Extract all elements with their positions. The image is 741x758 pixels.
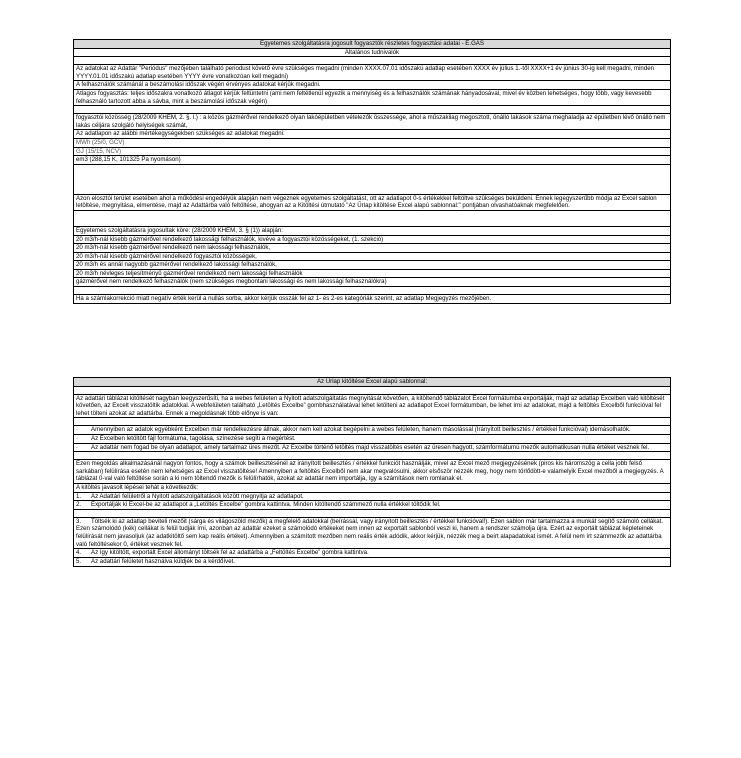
step-text: Töltsék ki az adatlap beviteli mezőit (sárga és világoszöld mezők) a megfelelő adatokkal (beírással, vagy irányított beillesztés / értékkel funkcióval!). Ezen sablon már tartalmazza a munkát segítő számoló cellákat. Ezen számolódó (kék) cellákat is felül tudják írni, azonban az adattár ezeket a számolódó értékeket nem innen az exportált sablonból veszi ki, hanem a rendszer számolja újra. Ezért az exportált táblázat képleteinek felülírását nem javasoljuk (az adatkitöltő sem kap reális értéket). Amennyiben a számított mezőben nem reális érték adódik, akkor kérjük, nézzék meg a beírt alapadatokat ismét. A felül nem írt számmezők az adattárba való feltöltésekor 0, értéket vesznek fel. — [76, 517, 664, 548]
advantage-text: Az adattár nem fogad be olyan adatlapot, amely tartalmaz üres mezőt. Az Excelbe történő letöltés majd visszatöltés esetén az üresen hagyott, számformátumú mezők automatikusan nulla értéket vesznek fel. — [91, 443, 650, 451]
excel-section-title: Az Űrlap kitöltése Excel alapú sablonnal: — [74, 378, 670, 387]
step-number: 2. — [76, 501, 82, 509]
spacer-row — [74, 452, 670, 460]
advantage-item — [74, 444, 670, 453]
zero-values-note: Azon elosztói terület esetében ahol a működési engedélyük alapján nem végeznek egyetemes szolgáltatást, ott az adatlapot 0-s értékekkel feltöltve szükséges beküldeni. Ennek legegyszerűbb módja az Excel sablon letöltése, megnyitása, elmentése, majd az Adattárba való feltöltése, ahogyan az a Kitöltési útmutató "Az Űrlap kitöltése Excel alapú sablonnal:" pontjában olvashatóaknak megfelelően. — [74, 195, 670, 211]
unit-mwh: MWh (25/0, GCV) — [74, 139, 670, 148]
scope-item: 20 m3/h-nál kisebb gázmérővel rendelkező fogyasztói közösségek, — [74, 253, 670, 262]
step-text: Az így kitöltött, exportált Excel állományt töltsék fel az adattárba a „Feltöltés Excelbe” gombra kattintva. — [91, 549, 369, 557]
bullet-mark: · — [76, 434, 79, 442]
scope-item: 20 m3/h és annál nagyobb gázmérővel rendelkező lakossági felhasználók, — [74, 261, 670, 270]
scope-item: 20 m3/h-nál kisebb gázmérővel rendelkező nem lakossági felhasználók, — [74, 244, 670, 253]
step-item — [74, 558, 670, 566]
user-count-note: A felhasználók számánál a beszámolási időszak végén érvényes adatokat kérjük megadni. — [74, 81, 670, 90]
advantage-text: Amennyiben az adatok egyébként Excelben már rendelkezésre állnak, akkor nem kell azokat begépelni a webes felületen, hanem másolással (Irányított beillesztés / értékkel funkcióval) idemásolhatók. — [91, 426, 631, 434]
step-number: 1. — [76, 492, 82, 500]
step-item — [74, 493, 670, 502]
advantage-item — [74, 426, 670, 435]
scope-item: 20 m3/h-nál kisebb gázmérővel rendelkező lakossági felhasználók, kivéve a fogyasztói közösségeket, (1. szekció) — [74, 236, 670, 245]
step-text: Exportálják ki Excel-be az adatlapot a „Letöltés Excelbe” gombra kattintva. Minden kitöltendő számmező nulla értékkel töltődik fel. — [91, 501, 441, 509]
scope-intro: Egyetemes szolgáltatásra jogosultak köre: (28/2009 KHEM, 3. § (1)) alapján: — [74, 227, 670, 236]
excel-intro: Az adattári táblázat kitöltését nagyban leegyszerűsíti, ha a webes felületen a Nyitott adatszolgáltatás megnyitását követően, a kitöltendő táblázatot Excel formátumba exportálják, majd az adatlap Excelben való kitöltését követően, az Excelt visszatöltik adatokkal. A webfelületen található „Letöltés Excelbe” gombhasználatával lehet letölteni az adatlapot Excel formátumban, be lehet írni az adatokat, majd a feltöltés Excelből funkcióval fel lehet tölteni azokat az adattárba. Ennek a megoldásnak több előnye is van: — [74, 395, 670, 419]
spacer-row — [74, 418, 670, 426]
step-number: 5. — [76, 557, 82, 565]
important-note: Ezen megoldás alkalmazásánál nagyon fontos, hogy a számok beillesztésénél az irányított beillesztés / értékkel funkciót használják, mivel az Excel mező megjegyzésének (piros kis háromszög a cella jobb felső sarkában) felülírása esetén nem lehetséges az Excel visszatöltése! Amennyiben a feltöltés Excelből nem akar megvalósulni, akkor elsőször nézzék meg, hogy nem törlődött-e valamelyik Excel mezőből a megjegyzés. A táblázat 0-val való feltöltése során a ki nem töltendő mezők is felülírhatók, azokat az adattár nem importálja, így a számítások nem romlanak el. — [74, 460, 670, 484]
excel-template-table — [73, 377, 671, 567]
consumer-community-note: fogyasztói közösség (28/2009 KHEM, 2. §. l.) : a közös gázmérővel rendelkező olyan lakóépületben vételezők összessége, ahol a műszakilag megosztott, önálló lakások száma meghaladja az épületben lévő önálló nem lakás céljára szolgáló helyiségek számát, — [74, 114, 670, 130]
unit-gj: GJ (15/15, NCV) — [74, 148, 670, 157]
spacer-row — [74, 211, 670, 227]
step-item — [74, 549, 670, 558]
general-info-table — [73, 39, 671, 304]
spacer-row — [74, 387, 670, 395]
step-number: 3. — [76, 517, 82, 525]
step-text: Az adattári felületet használva küldjék be a kérdőívet. — [91, 557, 235, 565]
spacer-row — [74, 287, 670, 295]
average-consumption-note: Átlagos fogyasztás: teljes időszakra vonatkozó átlagot kérjük feltüntetni (ami nem feltétlenül egyezik a mennyiség és a felhasználók számának hányadosával, mivel év közben lehetséges, hogy több, vagy kevesebb felhasználó tartozott abba a sávba, mint a beszámolási időszak végén) — [74, 90, 670, 106]
section-subtitle: Általános tudnivalók — [74, 49, 670, 58]
advantage-item — [74, 435, 670, 444]
bullet-mark: · — [76, 443, 79, 451]
spacer-row — [74, 165, 670, 195]
step-number: 4. — [76, 549, 82, 557]
bullet-mark: · — [76, 426, 79, 434]
sheet-title: Egyetemes szolgáltatásra jogosult fogyasztók részletes fogyasztási adatai - E.GAS — [74, 40, 670, 49]
negative-value-note: Ha a számlakorrekció miatt negatív érték kerül a nullás sorba, akkor kérjük osszák fel az 1- és 2-es kategóriák szerint, az adatlap Megjegyzés mezőjében. — [76, 295, 492, 303]
scope-item: 20 m3/h névleges teljesítményű gázmérővel rendelkező nem lakossági felhasználók — [74, 270, 670, 279]
units-intro: Az adatlapon az alábbi mértékegységekben szükséges az adatokat megadni: — [74, 130, 670, 139]
unit-em3: em3 (288,15 K, 101325 Pa nyomáson) — [74, 156, 670, 165]
spacer-row — [74, 106, 670, 114]
spacer-row — [74, 510, 670, 518]
period-note: Az adatokat az Adattár "Periódus" mezőjében található periodust követő évre szükséges megadni (minden XXXX.07.01 időszakú adatlap esetében XXXX év július 1.-től XXXX+1 év június 30-ig kell megadni, minden YYYY.01.01 időszakú adatlap esetében YYYY évre vonatkozóan kell megadni) — [74, 65, 670, 81]
scope-item: gázmérővel nem rendelkező felhasználók (nem szükséges megbontani lakossági és nem lakossági felhasználókra) — [74, 278, 670, 287]
steps-intro: A kitöltés javasolt lépései tehát a következők: — [74, 484, 670, 493]
step-item — [74, 501, 670, 510]
step-text: Az Adattári felületről a Nyitott adatszolgáltatások között megnyitja az adatlapot. — [91, 492, 304, 500]
step-item — [74, 518, 670, 549]
advantage-text: Az Excelben letöltött fájl formátuma, tagolása, színezése segíti a megértést. — [91, 434, 296, 442]
spacer-row — [74, 57, 670, 65]
